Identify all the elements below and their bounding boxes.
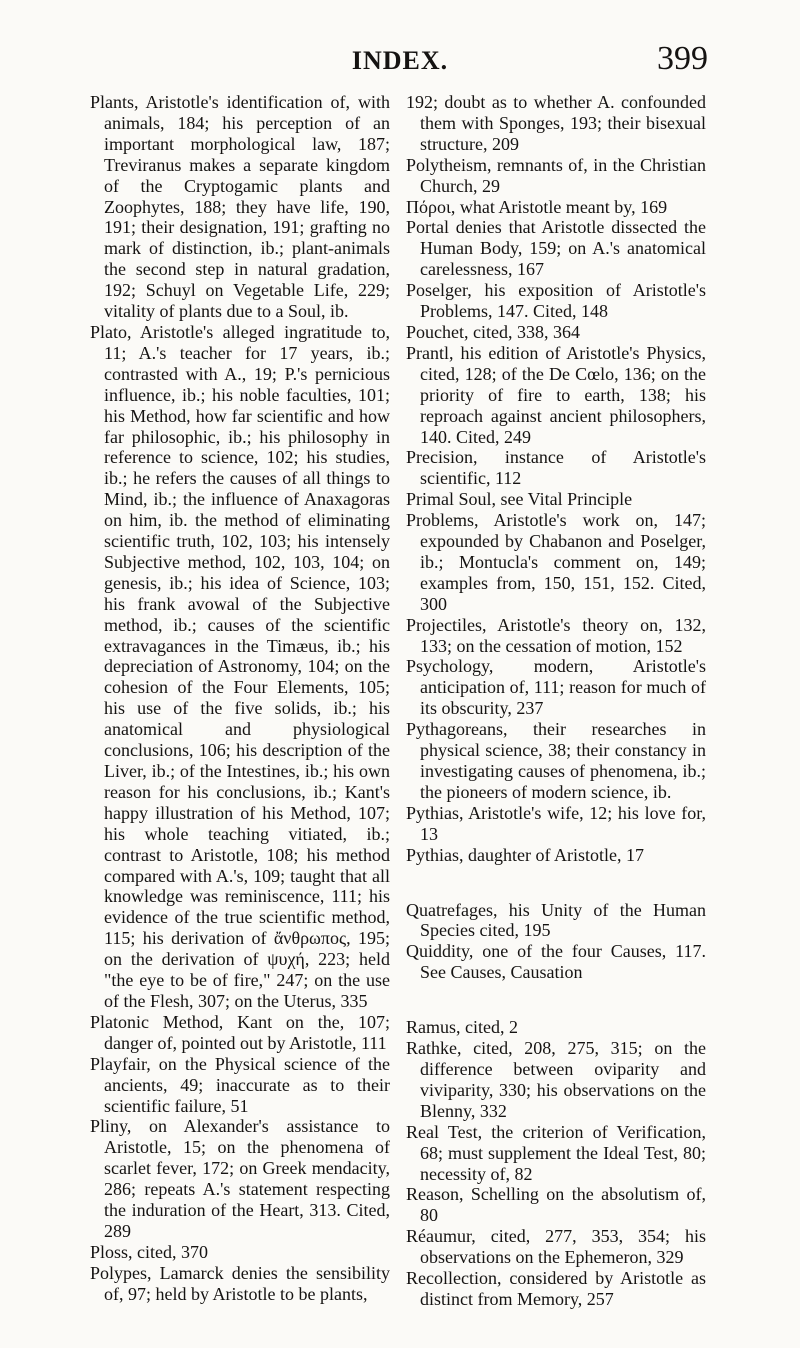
index-entry: Πόροι, what Aristotle meant by, 169 bbox=[406, 196, 668, 217]
index-entry: Rathke, cited, 208, 275, 315; on the difference between oviparity and viviparity, 330; his observations on the Blenny, 332 bbox=[406, 1038, 706, 1121]
index-entry: Pliny, on Alexander's assistance to Aristotle, 15; on the phenomena of scarlet fever, 172; on Greek mendacity, 286; repeats A.'s statement respecting the induration of the Heart, 313. Cited, 289 bbox=[90, 1116, 390, 1241]
letter-section-gap bbox=[406, 866, 706, 900]
index-entry: Pythagoreans, their researches in physical science, 38; their constancy in investigating causes of phenomena, ib.; the pioneers of modern science, ib. bbox=[406, 719, 706, 802]
index-entry: Réaumur, cited, 277, 353, 354; his observations on the Ephemeron, 329 bbox=[406, 1226, 706, 1268]
right-column bbox=[406, 92, 706, 1310]
index-entry: Portal denies that Aristotle dissected the Human Body, 159; on A.'s anatomical carelessness, 167 bbox=[406, 217, 706, 280]
index-entry: Plants, Aristotle's identification of, with animals, 184; his perception of an important morphological law, 187; Treviranus makes a separate kingdom of the Cryptogamic plants and Zoophytes, 188; they have life, 190, 191; their designation, 191; grafting no mark of distinction, ib.; plant-animals the second step in natural gradation, 192; Schuyl on Vegetable Life, 229; vitality of plants due to a Soul, ib. bbox=[90, 92, 390, 322]
index-entry: Precision, instance of Aristotle's scientific, 112 bbox=[406, 447, 706, 489]
index-entry: Platonic Method, Kant on the, 107; danger of, pointed out by Aristotle, 111 bbox=[90, 1011, 390, 1053]
index-entry: Quatrefages, his Unity of the Human Species cited, 195 bbox=[406, 899, 706, 941]
index-entry: Plato, Aristotle's alleged ingratitude to, 11; A.'s teacher for 17 years, ib.; contrasted with A., 19; P.'s pernicious influence, ib.; his noble faculties, 101; his Method, how far scientific and how far philosophic, ib.; his philosophy in reference to science, 102; his studies, ib.; he refers the causes of all things to Mind, ib.; the influence of Anaxagoras on him, ib. the method of eliminating scientific truth, 102, 103; his intensely Subjective method, 102, 103, 104; on genesis, ib.; his idea of Science, 103; his frank avowal of the Subjective method, ib.; causes of the scientific extravagances in the Timæus, ib.; his depreciation of Astronomy, 104; on the cohesion of the Four Elements, 105; his use of the five solids, ib.; his anatomical and physiological conclusions, 106; his description of the Liver, ib.; of the Intestines, ib.; his own reason for his conclusions, ib.; Kant's happy illustration of his Method, 107; his whole teaching vitiated, ib.; contrast to Aristotle, 108; his method compared with A.'s, 109; taught that all knowledge was reminiscence, 111; his evidence of the true scientific method, 115; his derivation of ἄνθρωπος, 195; on the derivation of ψυχή, 223; held "the eye to be of fire," 247; on the use of the Flesh, 307; on the Uterus, 335 bbox=[90, 321, 390, 1011]
index-entry: Primal Soul, see Vital Principle bbox=[406, 489, 633, 510]
index-entry: Ploss, cited, 370 bbox=[90, 1241, 209, 1262]
index-entry: Polypes, Lamarck denies the sensibility of, 97; held by Aristotle to be plants, bbox=[90, 1262, 390, 1304]
index-entry: Problems, Aristotle's work on, 147; expounded by Chabanon and Poselger, ib.; Montucla's comment on, 149; examples from, 150, 151, 152. Cited, 300 bbox=[406, 510, 706, 614]
index-entry: Playfair, on the Physical science of the ancients, 49; inaccurate as to their scientific failure, 51 bbox=[90, 1053, 390, 1116]
page-number: 399 bbox=[657, 40, 708, 77]
left-column bbox=[90, 92, 390, 1305]
letter-section-gap bbox=[406, 983, 706, 1017]
index-entry: Real Test, the criterion of Verification, 68; must supplement the Ideal Test, 80; necessity of, 82 bbox=[406, 1121, 706, 1184]
index-entry: Pouchet, cited, 338, 364 bbox=[406, 321, 580, 342]
index-entry: Ramus, cited, 2 bbox=[406, 1017, 518, 1038]
index-entry: Recollection, considered by Aristotle as distinct from Memory, 257 bbox=[406, 1268, 706, 1309]
index-entry: Reason, Schelling on the absolutism of, 80 bbox=[406, 1184, 706, 1226]
index-entry: Polytheism, remnants of, in the Christian Church, 29 bbox=[406, 154, 706, 196]
page-header bbox=[0, 0, 800, 90]
index-entry: Quiddity, one of the four Causes, 117. See Causes, Causation bbox=[406, 941, 706, 983]
index-entry: Poselger, his exposition of Aristotle's Problems, 147. Cited, 148 bbox=[406, 280, 706, 322]
index-entry: 192; doubt as to whether A. confounded them with Sponges, 193; their bisexual structure, 209 bbox=[406, 92, 706, 154]
index-entry: Psychology, modern, Aristotle's anticipation of, 111; reason for much of its obscurity, 237 bbox=[406, 656, 706, 719]
index-entry: Pythias, daughter of Aristotle, 17 bbox=[406, 844, 644, 865]
index-entry: Pythias, Aristotle's wife, 12; his love for, 13 bbox=[406, 802, 706, 844]
index-entry: Prantl, his edition of Aristotle's Physics, cited, 128; of the De Cœlo, 136; on the priority of fire to earth, 138; his reproach against ancient philosophers, 140. Cited, 249 bbox=[406, 342, 706, 447]
index-entry: Projectiles, Aristotle's theory on, 132, 133; on the cessation of motion, 152 bbox=[406, 614, 706, 656]
running-title: INDEX. bbox=[351, 46, 449, 75]
